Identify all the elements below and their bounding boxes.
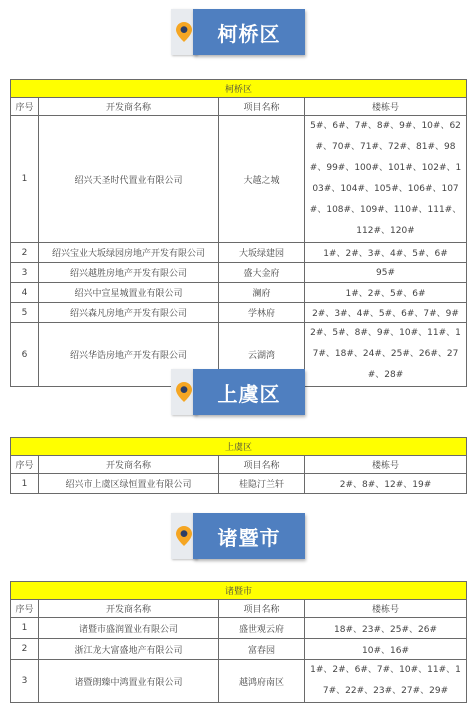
table-row (11, 660, 467, 703)
row-no: 3 (11, 263, 39, 283)
table-row (11, 263, 467, 283)
row-developer: 诸暨市盛润置业有限公司 (39, 618, 219, 639)
row-project: 学林府 (219, 303, 305, 323)
col-header-no: 序号 (11, 600, 39, 618)
row-developer: 诸暨朗臻中鸿置业有限公司 (39, 660, 219, 703)
row-no: 1 (11, 474, 39, 494)
table-row (11, 116, 467, 243)
map-pin-icon (176, 526, 192, 546)
row-developer: 绍兴天圣时代置业有限公司 (39, 116, 219, 243)
table-row (11, 618, 467, 639)
section-title: 诸暨市 (193, 513, 305, 559)
section-banner-keqiao (171, 9, 305, 55)
row-no: 1 (11, 116, 39, 243)
row-buildings: 2#、3#、4#、5#、6#、7#、9# (305, 303, 467, 323)
table-row (11, 474, 467, 494)
section-banner-shangyu (171, 369, 305, 415)
row-project: 盛大金府 (219, 263, 305, 283)
row-developer: 绍兴中宣星城置业有限公司 (39, 283, 219, 303)
col-header-project: 项目名称 (219, 600, 305, 618)
row-buildings: 1#、2#、5#、6# (305, 283, 467, 303)
row-project: 桂隐汀兰轩 (219, 474, 305, 494)
row-buildings: 10#、16# (305, 639, 467, 660)
row-developer: 浙江龙大富盛地产有限公司 (39, 639, 219, 660)
row-no: 4 (11, 283, 39, 303)
col-header-project: 项目名称 (219, 456, 305, 474)
row-project: 盛世观云府 (219, 618, 305, 639)
row-developer: 绍兴越胜房地产开发有限公司 (39, 263, 219, 283)
row-developer: 绍兴森凡房地产开发有限公司 (39, 303, 219, 323)
row-buildings: 18#、23#、25#、26# (305, 618, 467, 639)
table-row (11, 303, 467, 323)
col-header-developer: 开发商名称 (39, 98, 219, 116)
row-developer: 绍兴华诰房地产开发有限公司 (39, 323, 219, 387)
col-header-project: 项目名称 (219, 98, 305, 116)
table-shangyu (10, 437, 467, 494)
row-buildings: 1#、2#、3#、4#、5#、6# (305, 243, 467, 263)
row-buildings: 1#、2#、6#、7#、10#、11#、17#、22#、23#、27#、29# (305, 660, 467, 703)
map-pin-icon (176, 382, 192, 402)
row-no: 6 (11, 323, 39, 387)
row-no: 2 (11, 243, 39, 263)
row-no: 2 (11, 639, 39, 660)
map-pin-icon (176, 22, 192, 42)
row-project: 澜府 (219, 283, 305, 303)
row-buildings: 2#、5#、8#、9#、10#、11#、17#、18#、24#、25#、26#、27#、28# (305, 323, 467, 387)
table-caption: 上虞区 (11, 438, 467, 456)
row-project: 大坂绿建园 (219, 243, 305, 263)
col-header-buildings: 楼栋号 (305, 456, 467, 474)
col-header-no: 序号 (11, 98, 39, 116)
row-project: 大越之城 (219, 116, 305, 243)
col-header-developer: 开发商名称 (39, 600, 219, 618)
row-developer: 绍兴市上虞区绿恒置业有限公司 (39, 474, 219, 494)
table-keqiao (10, 79, 467, 387)
table-row (11, 283, 467, 303)
table-caption: 柯桥区 (11, 80, 467, 98)
section-title: 上虞区 (193, 369, 305, 415)
row-buildings: 95# (305, 263, 467, 283)
row-developer: 绍兴宝业大坂绿园房地产开发有限公司 (39, 243, 219, 263)
col-header-no: 序号 (11, 456, 39, 474)
col-header-developer: 开发商名称 (39, 456, 219, 474)
row-no: 1 (11, 618, 39, 639)
row-project: 越鸿府南区 (219, 660, 305, 703)
table-row (11, 639, 467, 660)
row-no: 3 (11, 660, 39, 703)
row-buildings: 2#、8#、12#、19# (305, 474, 467, 494)
col-header-buildings: 楼栋号 (305, 600, 467, 618)
col-header-buildings: 楼栋号 (305, 98, 467, 116)
row-project: 富春园 (219, 639, 305, 660)
row-project: 云湖湾 (219, 323, 305, 387)
section-title: 柯桥区 (193, 9, 305, 55)
table-row (11, 243, 467, 263)
row-no: 5 (11, 303, 39, 323)
section-banner-zhuji (171, 513, 305, 559)
table-caption: 诸暨市 (11, 582, 467, 600)
table-zhuji (10, 581, 467, 703)
row-buildings: 5#、6#、7#、8#、9#、10#、62#、70#、71#、72#、81#、98#、99#、100#、101#、102#、103#、104#、105#、106#、107#、108#、109#、110#、111#、112#、120# (305, 116, 467, 243)
